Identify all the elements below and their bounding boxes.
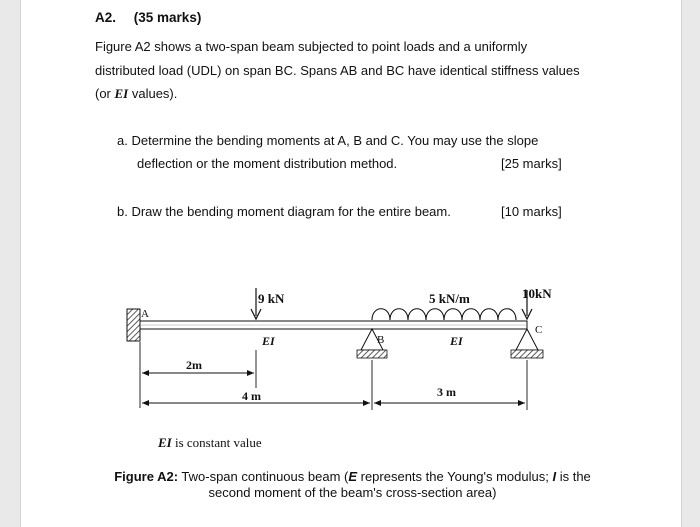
support-b-label: B <box>377 334 385 346</box>
udl-label: 5 kN/m <box>429 291 470 306</box>
ei-right-label: EI <box>450 334 463 348</box>
ei-symbol: EI <box>114 86 129 101</box>
part-b-marks: [10 marks] <box>501 204 562 219</box>
ei-note-text: is constant value <box>171 435 262 450</box>
intro-line-2: distributed load (UDL) on span BC. Spans AB and BC have identical stiffness values <box>95 63 580 78</box>
caption-e-symbol: E <box>348 469 358 484</box>
part-a-line-2: deflection or the moment distribution method. <box>137 156 398 171</box>
part-b-label: b. <box>117 204 128 219</box>
caption-i-symbol: I <box>552 469 557 484</box>
part-a-marks: [25 marks] <box>501 156 562 171</box>
caption-line-1 <box>95 469 610 485</box>
ei-left-label: EI <box>262 334 275 348</box>
ei-note-symbol: EI <box>158 435 172 450</box>
caption-line-2: second moment of the beam's cross-section area) <box>208 485 497 500</box>
intro-line-3-end: values). <box>128 86 178 101</box>
ei-note <box>158 435 262 450</box>
dim-4m-label: 4 m <box>242 389 261 403</box>
question-marks: (35 marks) <box>133 10 202 25</box>
caption-text-2: represents the Young's modulus; <box>357 469 553 484</box>
dim-2m-label: 2m <box>186 358 202 372</box>
udl-coils <box>372 309 516 320</box>
dim-3m-label: 3 m <box>437 385 456 399</box>
caption-text-3: is the <box>556 469 591 484</box>
fixed-support-a <box>127 309 140 341</box>
intro-line-3-start: (or <box>95 86 115 101</box>
support-a-label: A <box>141 308 149 320</box>
caption-text-1: Two-span continuous beam ( <box>178 469 349 484</box>
support-c-label: C <box>535 324 543 336</box>
part-b-text: Draw the bending moment diagram for the entire beam. <box>131 204 451 219</box>
part-a-label: a. <box>117 133 128 148</box>
load-9kn-label: 9 kN <box>258 291 285 306</box>
question-number: A2. <box>95 10 117 25</box>
part-a-text-1: Determine the bending moments at A, B and C. You may use the slope <box>131 133 539 148</box>
figure-caption <box>95 469 610 501</box>
intro-line-1: Figure A2 shows a two-span beam subjected to point loads and a uniformly <box>95 39 528 54</box>
dimension-lines <box>140 342 527 410</box>
caption-label: Figure A2: <box>114 469 179 484</box>
load-10kn-label: 10kN <box>522 286 552 301</box>
